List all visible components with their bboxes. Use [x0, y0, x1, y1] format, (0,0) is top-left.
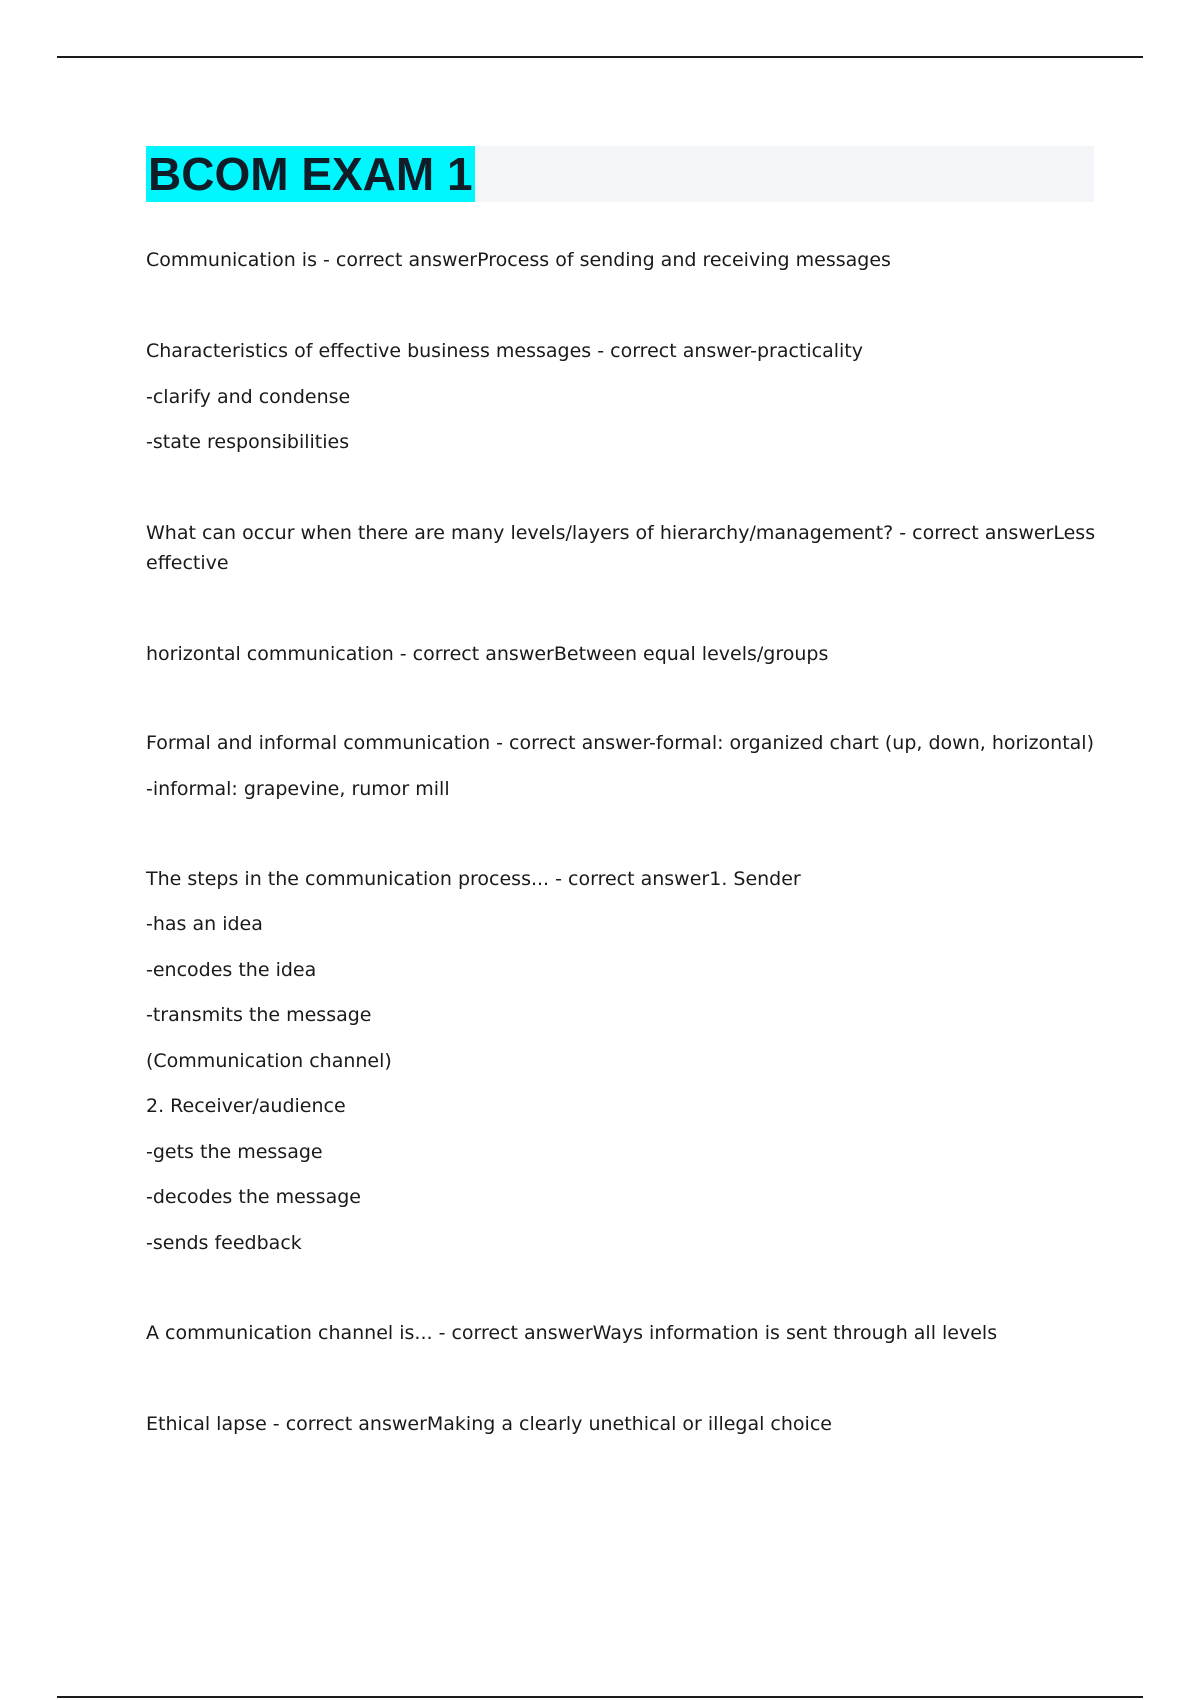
qa-line: Formal and informal communication - correct answer-formal: organized chart (up, down, horizontal) [146, 732, 1094, 754]
qa-line: A communication channel is... - correct answerWays information is sent through all levels [146, 1322, 998, 1344]
qa-line: What can occur when there are many levels/layers of hierarchy/management? - correct answerLess [146, 522, 1096, 544]
qa-line: Characteristics of effective business messages - correct answer-practicality [146, 340, 863, 362]
qa-line: 2. Receiver/audience [146, 1095, 346, 1117]
qa-line: The steps in the communication process... - correct answer1. Sender [146, 868, 801, 890]
qa-line: -informal: grapevine, rumor mill [146, 778, 450, 800]
qa-line: -decodes the message [146, 1186, 361, 1208]
qa-line: -gets the message [146, 1141, 323, 1163]
qa-line: -encodes the idea [146, 959, 317, 981]
qa-line: -transmits the message [146, 1004, 372, 1026]
qa-line: -has an idea [146, 913, 263, 935]
qa-line: horizontal communication - correct answerBetween equal levels/groups [146, 643, 829, 665]
qa-line: effective [146, 552, 229, 574]
qa-line: Ethical lapse - correct answerMaking a clearly unethical or illegal choice [146, 1413, 832, 1435]
qa-line: -sends feedback [146, 1232, 302, 1254]
top-rule [57, 56, 1143, 58]
qa-line: Communication is - correct answerProcess of sending and receiving messages [146, 249, 891, 271]
document-title: BCOM EXAM 1 [148, 148, 473, 200]
qa-line: -clarify and condense [146, 386, 351, 408]
qa-line: -state responsibilities [146, 431, 350, 453]
bottom-rule [57, 1696, 1143, 1698]
qa-line: (Communication channel) [146, 1050, 392, 1072]
